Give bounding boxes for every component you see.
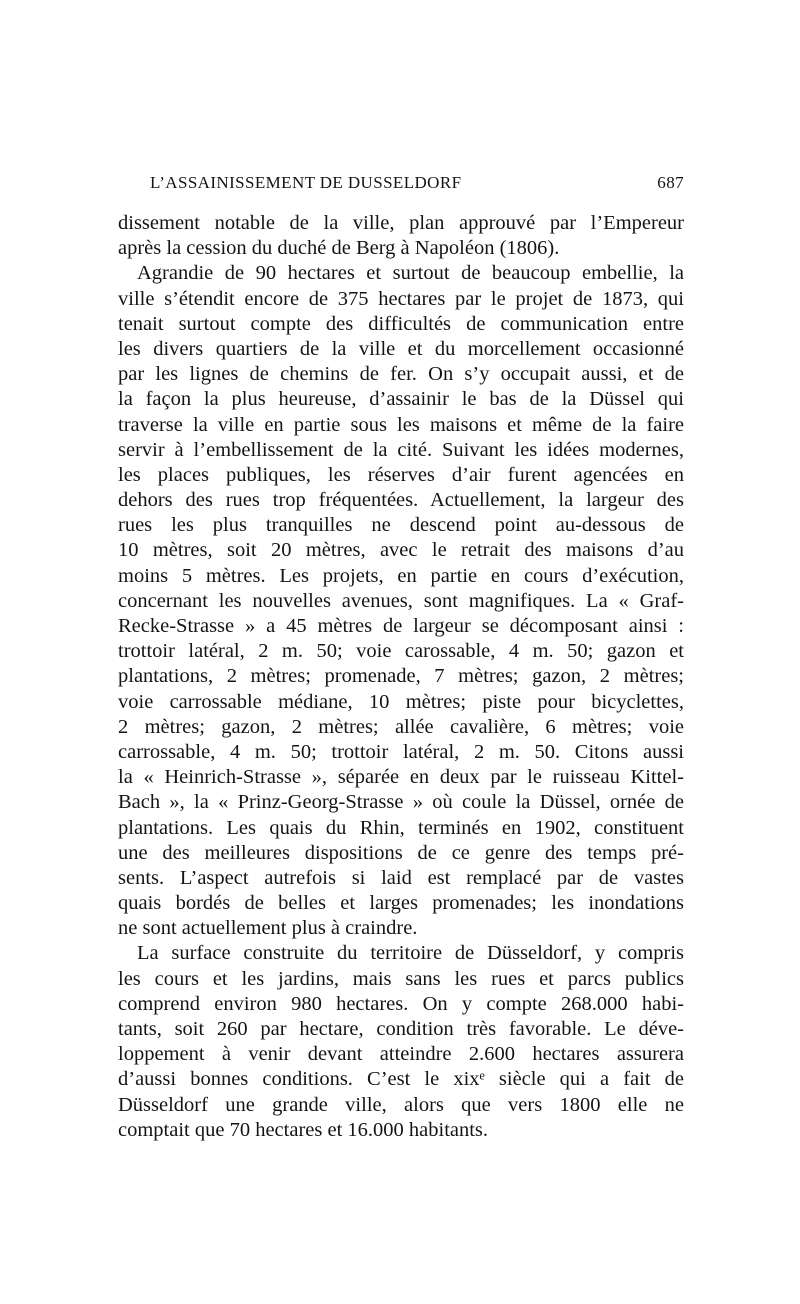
running-header xyxy=(118,173,684,197)
text-line: 2 mètres; gazon, 2 mètres; allée cavalière, 6 mètres; voie xyxy=(118,715,684,738)
running-title: L’ASSAINISSEMENT DE DUSSELDORF xyxy=(150,173,462,192)
text-line: la façon la plus heureuse, d’assainir le bas de la Düssel qui xyxy=(118,388,684,411)
text-line: Agrandie de 90 hectares et surtout de beaucoup embellie, la xyxy=(137,262,684,285)
text-line: plantations, 2 mètres; promenade, 7 mètres; gazon, 2 mètres; xyxy=(118,665,684,688)
text-line: La surface construite du territoire de Düsseldorf, y compris xyxy=(137,942,684,965)
text-line: voie carrossable médiane, 10 mètres; piste pour bicyclettes, xyxy=(118,690,684,713)
paragraph xyxy=(118,211,684,261)
text-line: ne sont actuellement plus à craindre. xyxy=(118,917,418,940)
text-line: Düsseldorf une grande ville, alors que vers 1800 elle ne xyxy=(118,1093,684,1116)
text-line: par les lignes de chemins de fer. On s’y occupait aussi, et de xyxy=(118,363,684,386)
text-line: ville s’étendit encore de 375 hectares par le projet de 1873, qui xyxy=(118,287,684,310)
text-line: les divers quartiers de la ville et du morcellement occasionné xyxy=(118,337,684,360)
paragraph xyxy=(118,941,684,1143)
text-line: concernant les nouvelles avenues, sont magnifiques. La « Graf- xyxy=(118,589,684,612)
body-text xyxy=(118,211,684,1143)
text-line: dissement notable de la ville, plan approuvé par l’Empereur xyxy=(118,212,684,234)
text-line: carrossable, 4 m. 50; trottoir latéral, 2 m. 50. Citons aussi xyxy=(118,740,684,763)
text-line: dehors des rues trop fréquentées. Actuellement, la largeur des xyxy=(118,489,684,512)
text-line: Recke-Strasse » a 45 mètres de largeur se décomposant ainsi : xyxy=(118,615,684,637)
text-line: une des meilleures dispositions de ce genre des temps pré- xyxy=(118,841,684,864)
text-line: servir à l’embellissement de la cité. Suivant les idées modernes, xyxy=(118,438,684,461)
text-line: quais bordés de belles et larges promenades; les inondations xyxy=(118,892,684,915)
paragraph xyxy=(118,261,684,941)
text-line: 10 mètres, soit 20 mètres, avec le retrait des maisons d’au xyxy=(118,539,684,562)
text-line: moins 5 mètres. Les projets, en partie en cours d’exécution, xyxy=(118,564,684,587)
text-line: d’aussi bonnes conditions. C’est le xixᵉ siècle qui a fait de xyxy=(118,1068,684,1091)
text-line: comprend environ 980 hectares. On y compte 268.000 habi- xyxy=(118,992,684,1015)
text-line: rues les plus tranquilles ne descend point au-dessous de xyxy=(118,514,684,537)
text-line: tants, soit 260 par hectare, condition très favorable. Le déve- xyxy=(118,1018,684,1040)
text-line: sents. L’aspect autrefois si laid est remplacé par de vastes xyxy=(118,866,684,889)
text-line: tenait surtout compte des difficultés de communication entre xyxy=(118,312,684,335)
text-line: les cours et les jardins, mais sans les rues et parcs publics xyxy=(118,967,684,990)
text-line: loppement à venir devant atteindre 2.600 hectares assurera xyxy=(118,1043,684,1066)
text-line: la « Heinrich-Strasse », séparée en deux par le ruisseau Kittel- xyxy=(118,766,684,789)
text-line: les places publiques, les réserves d’air furent agencées en xyxy=(118,463,684,486)
text-line: trottoir latéral, 2 m. 50; voie carossable, 4 m. 50; gazon et xyxy=(118,640,684,663)
text-line: comptait que 70 hectares et 16.000 habitants. xyxy=(118,1118,489,1141)
page-number: 687 xyxy=(657,173,684,192)
text-line: après la cession du duché de Berg à Napoléon (1806). xyxy=(118,237,560,260)
text-line: Bach », la « Prinz-Georg-Strasse » où coule la Düssel, ornée de xyxy=(118,791,684,814)
text-line: traverse la ville en partie sous les maisons et même de la faire xyxy=(118,413,684,436)
text-line: plantations. Les quais du Rhin, terminés en 1902, constituent xyxy=(118,816,684,839)
